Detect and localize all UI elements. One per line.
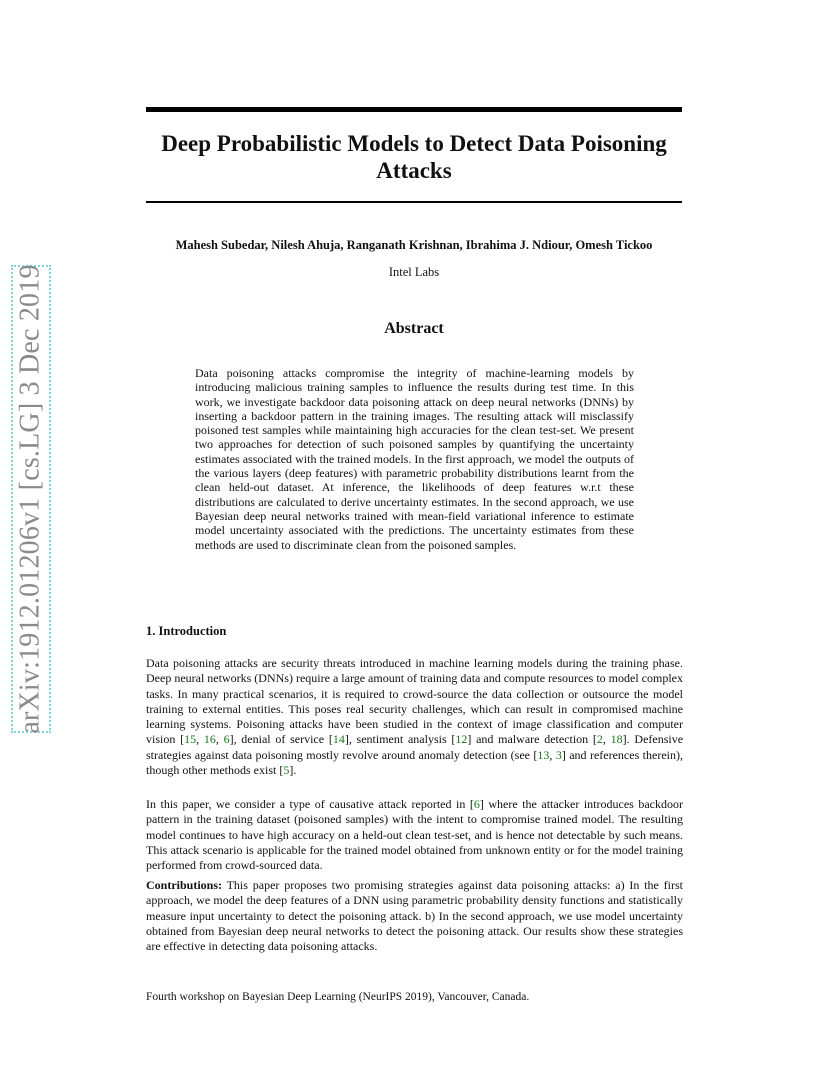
- citation-link[interactable]: 16: [203, 732, 216, 747]
- affiliation: Intel Labs: [388, 265, 440, 279]
- text-run: ] and references therein), though other methods exist [: [146, 747, 683, 778]
- contributions-paragraph: [146, 878, 683, 954]
- author-list: Mahesh Subedar, Nilesh Ahuja, Ranganath Krishnan, Ibrahima J. Ndiour, Omesh Tickoo: [175, 238, 653, 252]
- section-heading-introduction: 1. Introduction: [146, 624, 227, 638]
- footer-note: Fourth workshop on Bayesian Deep Learning (NeurIPS 2019), Vancouver, Canada.: [146, 991, 530, 1003]
- citation-link[interactable]: 12: [455, 732, 468, 747]
- contributions-label: Contributions:: [146, 878, 223, 892]
- citation-link[interactable]: 2: [596, 732, 603, 747]
- citation-link[interactable]: 5: [283, 763, 290, 778]
- text-run: ,: [215, 732, 224, 747]
- text-run: ] and malware detection [: [467, 732, 597, 747]
- text-run: ]. Defensive strategies against data poisoning mostly revolve around anomaly detection (see [: [146, 732, 684, 762]
- text-run: ,: [196, 732, 204, 747]
- citation-link[interactable]: 3: [555, 747, 562, 762]
- text-run: ] where the attacker introduces backdoor pattern in the training dataset (poisoned samples) with the intent to compromise trained model. The resulting model continues to have high accuracy on a held-out clean test-set, and is hence not detectable by such means. This attack scenario is applicable for the trained model obtained from unknown entity or for the model training performed from crowd-sourced data.: [146, 797, 683, 873]
- text-run: Data poisoning attacks are security threats introduced in machine learning models during the training phase. Deep neural networks (DNNs) require a large amount of training data and compute resources to model complex tasks. In many practical scenarios, it is required to crowd-source the data collection or outsource the model training to external entities. This poses real security challenges, which can result in compromised machine learning systems. Poisoning attacks have been studied in the context of image classification and computer vision [: [146, 656, 683, 747]
- arxiv-stamp[interactable]: [11, 265, 51, 733]
- abstract-body: Data poisoning attacks compromise the integrity of machine-learning models by introducing malicious training samples to influence the results during test time. In this work, we investigate backdoor data poisoning attack on deep neural networks (DNNs) by inserting a backdoor pattern in the training images. The resulting attack will misclassify poisoned test samples while maintaining high accuracies for the clean test-set. We present two approaches for detection of such poisoned samples by quantifying the uncertainty estimates associated with the trained models. In the first approach, we model the outputs of the various layers (deep features) with parametric probability distributions learnt from the clean held-out dataset. At inference, the likelihoods of deep features w.r.t these distributions are calculated to derive uncertainty estimates. In the second approach, we use Bayesian deep neural networks trained with mean-field variational inference to estimate model uncertainty associated with the predictions. The uncertainty estimates from these methods are used to discriminate clean from the poisoned samples.: [195, 366, 634, 552]
- text-run: This paper proposes two promising strategies against data poisoning attacks: a) In the first approach, we model the deep features of a DNN using parametric probability density functions and statistically measure input uncertainty to detect the poisoning attack. b) In the second approach, we use model uncertainty obtained from Bayesian deep neural networks to detect the poisoning attack. Our results show these strategies are effective in detecting data poisoning attacks.: [146, 878, 683, 954]
- intro-paragraph-2: [146, 797, 683, 873]
- text-run: In this paper, we consider a type of causative attack reported in [: [146, 797, 474, 811]
- citation-link[interactable]: 6: [223, 732, 230, 747]
- text-run: ,: [549, 747, 556, 762]
- citation-link[interactable]: 6: [473, 797, 480, 811]
- citation-link[interactable]: 13: [537, 747, 550, 762]
- abstract-heading: Abstract: [384, 320, 444, 337]
- text-run: ], sentiment analysis [: [344, 732, 456, 747]
- intro-paragraph-1: [146, 656, 683, 778]
- title-rule-bottom: [146, 201, 682, 203]
- citation-link[interactable]: 18: [610, 732, 623, 747]
- citation-link[interactable]: 14: [332, 732, 345, 747]
- text-run: ].: [289, 763, 297, 778]
- text-run: ,: [602, 732, 611, 747]
- title-rule-top: [146, 107, 682, 112]
- paper-title: Deep Probabilistic Models to Detect Data Poisoning Attacks: [161, 131, 667, 183]
- arxiv-stamp-text: arXiv:1912.01206v1 [cs.LG] 3 Dec 2019: [15, 264, 46, 734]
- text-run: ], denial of service [: [229, 732, 333, 747]
- citation-link[interactable]: 15: [184, 732, 197, 747]
